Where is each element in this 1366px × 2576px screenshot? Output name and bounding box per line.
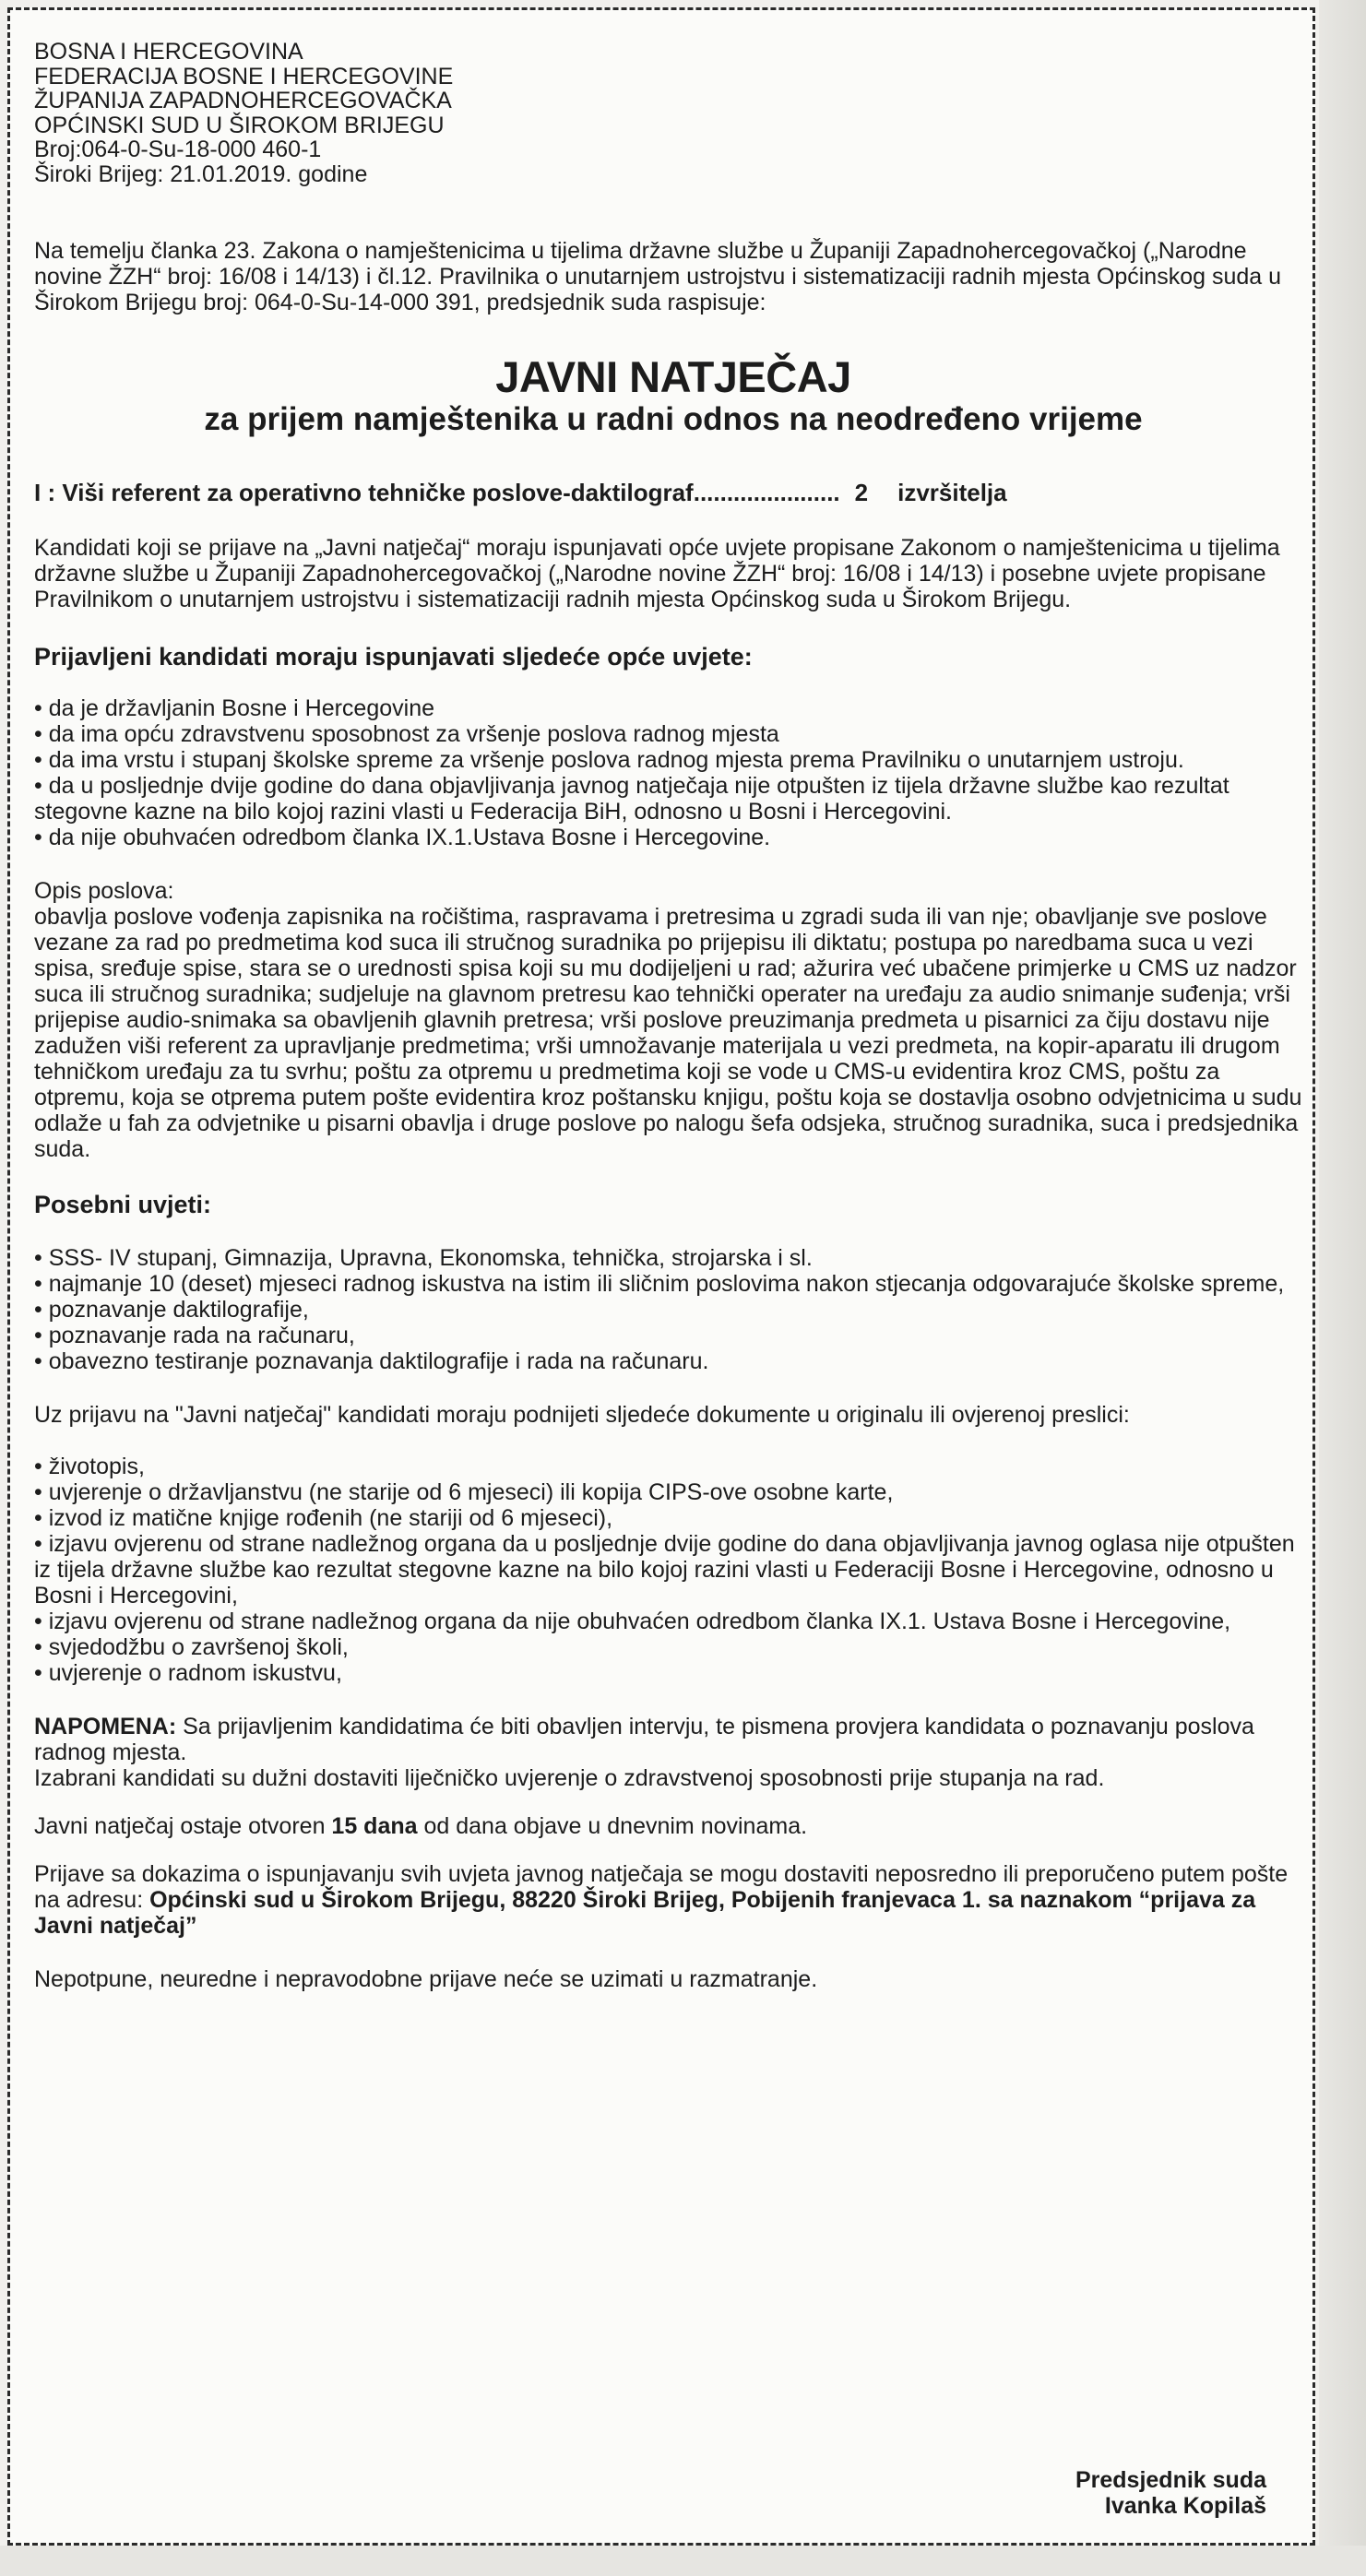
list-item: • SSS- IV stupanj, Gimnazija, Upravna, Ekonomska, tehnička, strojarska i sl.	[34, 1245, 813, 1271]
position-count-word: izvršitelja	[897, 479, 1007, 506]
court-header	[34, 40, 1313, 186]
open-period	[34, 1813, 1313, 1839]
note-label: NAPOMENA:	[34, 1714, 177, 1739]
list-item: • najmanje 10 (deset) mjeseci radnog iskustva na istim ili sličnim poslovima nakon stjecanja odgovarajuće školske spreme,	[34, 1271, 1285, 1297]
note-text: Sa prijavljenim kandidatima će biti obavljen intervju, te pismena provjera kandidata o poznavanju poslova radnog mjesta.	[34, 1714, 1254, 1765]
closing-note: Nepotpune, neuredne i nepravodobne prijave neće se uzimati u razmatranje.	[34, 1966, 818, 1992]
notice-content	[34, 40, 1313, 1992]
list-item: • izvod iz matične knjige rođenih (ne stariji od 6 mjeseci),	[34, 1505, 613, 1531]
place-date: Široki Brijeg: 21.01.2019. godine	[34, 160, 368, 187]
notice-subtitle: za prijem namještenika u radni odnos na neodređeno vrijeme	[204, 401, 1143, 437]
list-item: • uvjerenje o radnom iskustvu,	[34, 1660, 342, 1686]
notice-frame	[7, 7, 1315, 2546]
list-item: • poznavanje daktilografije,	[34, 1297, 309, 1323]
list-item: • da ima vrstu i stupanj školske spreme za vršenje poslova radnog mjesta prema Pravilniku o unutarnjem ustroju.	[34, 747, 1184, 773]
job-description-heading: Opis poslova:	[34, 878, 174, 904]
list-item: • da u posljednje dvije godine do dana objavljivanja javnog natječaja nije otpušten iz tijela državne službe kao rezultat stegovne kazne na bilo kojoj razini vlasti u Federacija BiH, odnosno u Bosni i Hercegovini.	[34, 773, 1229, 825]
note-text-2: Izabrani kandidati su dužni dostaviti liječničko uvjerenje o zdravstvenoj sposobnosti prije stupanja na rad.	[34, 1765, 1105, 1791]
list-item: • da ima opću zdravstvenu sposobnost za vršenje poslova radnog mjesta	[34, 721, 779, 747]
list-item: • izjavu ovjerenu od strane nadležnog organa da u posljednje dvije godine do dana objavljivanja javnog oglasa nije otpušten iz tijela državne službe kao rezultat stegovne kazne na bilo kojoj razini vlasti u Federaciji Bosne i Hercegovine, odnosno u Bosni i Hercegovini,	[34, 1531, 1295, 1609]
signature-name: Ivanka Kopilaš	[1104, 2493, 1266, 2519]
general-requirements-heading: Prijavljeni kandidati moraju ispunjavati sljedeće opće uvjete:	[34, 643, 753, 671]
open-period-after: od dana objave u dnevnim novinama.	[417, 1813, 808, 1839]
header-line: ŽUPANIJA ZAPADNOHERCEGOVAČKA	[34, 88, 452, 113]
list-item: • da nije obuhvaćen odredbom članka IX.1.Ustava Bosne i Hercegovine.	[34, 825, 771, 850]
open-period-before: Javni natječaj ostaje otvoren	[34, 1813, 332, 1839]
page-edge-bottom	[0, 2546, 1366, 2576]
note-paragraph	[34, 1714, 1313, 1765]
list-item: • da je državljanin Bosne i Hercegovine	[34, 695, 434, 721]
position-label: I : Viši referent za operativno tehničke poslove-daktilograf	[34, 479, 694, 506]
intro-paragraph: Na temelju članka 23. Zakona o namještenicima u tijelima državne službe u Županiji Zapadnohercegovačkoj („Narodne novine ŽZH“ broj: 16/08 i 14/13) i čl.12. Pravilnika o unutarnjem ustrojstvu i sistematizaciji radnih mjesta Općinskog suda u Širokom Brijegu broj: 064-0-Su-14-000 391, predsjednik suda raspisuje:	[34, 238, 1282, 315]
position-count: 2	[854, 479, 869, 506]
list-item: • uvjerenje o državljanstvu (ne starije od 6 mjeseci) ili kopija CIPS-ove osobne karte,	[34, 1479, 894, 1505]
header-line: OPĆINSKI SUD U ŠIROKOM BRIJEGU	[34, 112, 445, 138]
job-description	[34, 878, 1313, 1162]
special-requirements-list	[34, 1245, 1313, 1374]
special-requirements-heading: Posebni uvjeti:	[34, 1191, 212, 1218]
job-description-text: obavlja poslove vođenja zapisnika na ročištima, raspravama i pretresima u zgradi suda ili van nje; obavljanje sve poslove vezane za rad po predmetima kod suca ili stručnog suradnika po prijepisu ili diktatu; postupa po naredbama suca u vezi spisa, sređuje spise, stara se o urednosti spisa koji su mu dodijeljeni u rad; ažurira već ubačene primjerke u CMS uz nadzor suca ili stručnog suradnika; sudjeluje na glavnom pretresu kao tehnički operater na uređaju za audio snimanje suđenja; vrši prijepise audio-snimaka sa obavljenih glavnih pretresa; vrši poslove preuzimanja predmeta u pisarnici za čiju dostavu nije zadužen viši referent za upravljanje predmetima; vrši umnožavanje materijala u vezi predmeta, na kopir-aparatu ili drugom tehničkom uređaju za tu svrhu; poštu za otpremu u predmetima koji se vode u CMS-u evidentira kroz CMS, poštu za otpremu, koja se otprema putem pošte evidentira kroz poštansku knjigu, poštu koja se dostavlja osobno odvjetnicima u sudu odlaže u fah za odvjetnike u pisarni obavlja i druge poslove po nalogu šefa odsjeka, stručnog suradnika, suca i predsjednika suda.	[34, 904, 1302, 1162]
delivery-address: Općinski sud u Širokom Brijegu, 88220 Široki Brijeg, Pobijenih franjevaca 1. sa naznakom “prijava za Javni natječaj”	[34, 1887, 1256, 1939]
reference-number: Broj:064-0-Su-18-000 460-1	[34, 137, 322, 162]
header-line: BOSNA I HERCEGOVINA	[34, 39, 303, 65]
note-section	[34, 1714, 1313, 1791]
header-line: FEDERACIJA BOSNE I HERCEGOVINE	[34, 63, 454, 89]
list-item: • životopis,	[34, 1454, 145, 1479]
delivery-paragraph	[34, 1861, 1313, 1939]
signature-role: Predsjednik suda	[1075, 2467, 1266, 2493]
list-item: • izjavu ovjerenu od strane nadležnog organa da nije obuhvaćen odredbom članka IX.1. Ustava Bosne i Hercegovine,	[34, 1609, 1231, 1634]
delivery-text: Prijave sa dokazima o ispunjavanju svih uvjeta javnog natječaja se mogu dostaviti neposredno ili preporučeno putem pošte na adresu:	[34, 1861, 1289, 1913]
documents-intro: Uz prijavu na "Javni natječaj" kandidati moraju podnijeti sljedeće dokumente u originalu ili ovjerenoj preslici:	[34, 1402, 1130, 1428]
list-item: • poznavanje rada na računaru,	[34, 1323, 355, 1348]
list-item: • obavezno testiranje poznavanja daktilografije i rada na računaru.	[34, 1348, 709, 1374]
requirements-intro: Kandidati koji se prijave na „Javni natječaj“ moraju ispunjavati opće uvjete propisane Zakonom o namještenicima u tijelima državne službe u Županiji Zapadnohercegovačkoj („Narodne novine ŽZH“ broj: 16/08 i 14/13) i posebne uvjete propisane Pravilnikom o unutarnjem ustrojstvu i sistematizaciji radnih mjesta Općinskog suda u Širokom Brijegu.	[34, 535, 1280, 612]
position-dots: ......................	[693, 479, 840, 506]
notice-title: JAVNI NATJEČAJ	[495, 352, 851, 401]
page-edge-right	[1319, 0, 1366, 2576]
position-line	[34, 480, 1313, 505]
open-period-days: 15 dana	[331, 1813, 418, 1839]
documents-list	[34, 1454, 1313, 1686]
signature-block	[1075, 2467, 1266, 2519]
general-requirements-list	[34, 695, 1313, 850]
list-item: • svjedodžbu o završenoj školi,	[34, 1634, 349, 1660]
